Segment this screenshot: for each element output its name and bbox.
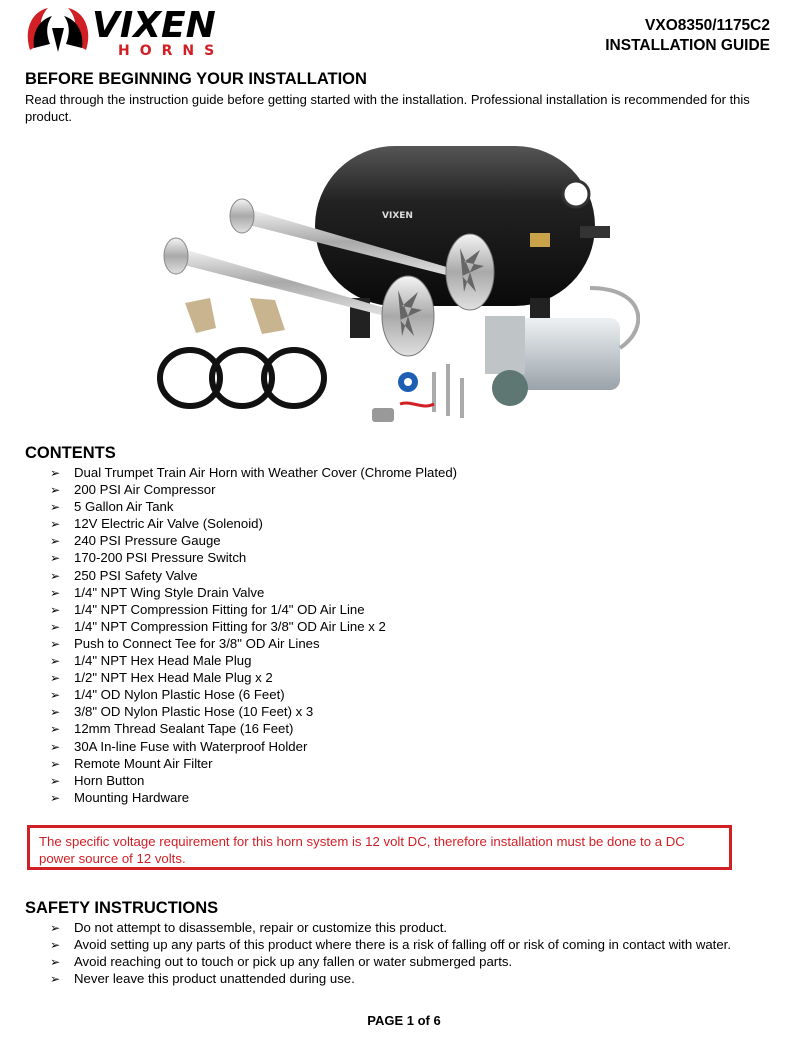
horn-emblem-icon bbox=[28, 8, 89, 52]
list-item bbox=[50, 738, 457, 755]
bullet-arrow-icon: ➢ bbox=[50, 756, 61, 771]
list-item bbox=[50, 936, 731, 953]
document-identifier bbox=[605, 16, 770, 56]
list-item-text: 30A In-line Fuse with Waterproof Holder bbox=[74, 738, 308, 754]
list-item-text: Horn Button bbox=[74, 772, 145, 788]
mounting-brackets bbox=[185, 298, 285, 334]
list-item-text: 1/4" NPT Compression Fitting for 1/4" OD Air Line bbox=[74, 601, 365, 617]
list-item-text: Do not attempt to disassemble, repair or customize this product. bbox=[74, 920, 448, 935]
list-item bbox=[50, 772, 457, 789]
guide-title: INSTALLATION GUIDE bbox=[605, 37, 770, 54]
list-item-text: 1/2" NPT Hex Head Male Plug x 2 bbox=[74, 670, 273, 686]
list-item bbox=[50, 549, 457, 566]
bullet-arrow-icon: ➢ bbox=[50, 739, 61, 754]
list-item-text: 1/4" OD Nylon Plastic Hose (6 Feet) bbox=[74, 687, 285, 703]
list-item-text: Never leave this product unattended during use. bbox=[74, 971, 355, 987]
list-item bbox=[50, 755, 457, 772]
list-item-text: Mounting Hardware bbox=[74, 789, 190, 805]
bullet-arrow-icon: ➢ bbox=[50, 972, 61, 987]
bullet-arrow-icon: ➢ bbox=[50, 500, 61, 515]
voltage-warning-box bbox=[27, 825, 732, 870]
model-number: VXO8350/1175C2 bbox=[645, 17, 770, 34]
list-item bbox=[50, 919, 731, 936]
list-item bbox=[50, 686, 457, 703]
logo-subtext: HORNS bbox=[118, 43, 225, 58]
list-item-text: 170-200 PSI Pressure Switch bbox=[74, 550, 247, 566]
bullet-arrow-icon: ➢ bbox=[50, 551, 61, 566]
list-item bbox=[50, 515, 457, 532]
bullet-arrow-icon: ➢ bbox=[50, 790, 61, 805]
list-item bbox=[50, 720, 457, 737]
list-item-text: 12V Electric Air Valve (Solenoid) bbox=[74, 516, 263, 532]
list-item-text: Avoid reaching out to touch or pick up any fallen or water submerged parts. bbox=[74, 954, 513, 970]
bullet-arrow-icon: ➢ bbox=[50, 466, 61, 480]
list-item-text: Avoid setting up any parts of this product where there is a risk of falling off or risk of coming in contact with water. bbox=[74, 937, 732, 953]
bullet-arrow-icon: ➢ bbox=[50, 602, 61, 617]
bullet-arrow-icon: ➢ bbox=[50, 483, 61, 498]
list-item bbox=[50, 970, 731, 987]
pressure-gauge-icon bbox=[563, 181, 589, 207]
bullet-arrow-icon: ➢ bbox=[50, 938, 61, 953]
contents-list bbox=[50, 464, 457, 806]
list-item-text: 5 Gallon Air Tank bbox=[74, 499, 174, 515]
list-item bbox=[50, 481, 457, 498]
bullet-arrow-icon: ➢ bbox=[50, 534, 61, 549]
bullet-arrow-icon: ➢ bbox=[50, 688, 61, 703]
list-item bbox=[50, 601, 457, 618]
list-item-text: 12mm Thread Sealant Tape (16 Feet) bbox=[74, 721, 294, 737]
tank-label: VIXEN bbox=[382, 211, 413, 221]
list-item-text: 1/4" NPT Hex Head Male Plug bbox=[74, 653, 252, 669]
list-item bbox=[50, 652, 457, 669]
before-heading: BEFORE BEGINNING YOUR INSTALLATION bbox=[25, 70, 367, 88]
list-item-text: 1/4" NPT Wing Style Drain Valve bbox=[74, 584, 265, 600]
bullet-arrow-icon: ➢ bbox=[50, 705, 61, 720]
list-item-text: 200 PSI Air Compressor bbox=[74, 482, 216, 498]
bullet-arrow-icon: ➢ bbox=[50, 517, 61, 532]
list-item bbox=[50, 669, 457, 686]
bullet-arrow-icon: ➢ bbox=[50, 671, 61, 686]
list-item bbox=[50, 567, 457, 584]
list-item bbox=[50, 618, 457, 635]
bullet-arrow-icon: ➢ bbox=[50, 636, 61, 651]
contents-heading: CONTENTS bbox=[25, 444, 116, 462]
vixen-horns-logo bbox=[26, 2, 238, 58]
list-item bbox=[50, 498, 457, 515]
list-item-text: 3/8" OD Nylon Plastic Hose (10 Feet) x 3 bbox=[74, 704, 314, 720]
safety-heading: SAFETY INSTRUCTIONS bbox=[25, 899, 219, 917]
list-item-text: 250 PSI Safety Valve bbox=[74, 567, 198, 583]
product-photo bbox=[150, 138, 640, 438]
voltage-warning-text: The specific voltage requirement for this horn system is 12 volt DC, therefore installation must be done to a DC power source of 12 volts. bbox=[39, 834, 685, 866]
list-item-text: Push to Connect Tee for 3/8" OD Air Lines bbox=[74, 635, 320, 651]
small-fittings bbox=[372, 364, 464, 422]
list-item bbox=[50, 789, 457, 806]
bullet-arrow-icon: ➢ bbox=[50, 654, 61, 669]
list-item bbox=[50, 532, 457, 549]
logo-wordmark: VIXEN bbox=[92, 5, 216, 46]
list-item-text: 1/4" NPT Compression Fitting for 3/8" OD Air Line x 2 bbox=[74, 618, 386, 634]
list-item bbox=[50, 635, 457, 652]
bullet-arrow-icon: ➢ bbox=[50, 921, 61, 935]
list-item bbox=[50, 464, 457, 481]
safety-list bbox=[50, 919, 731, 987]
bullet-arrow-icon: ➢ bbox=[50, 619, 61, 634]
before-text: Read through the instruction guide before getting started with the installation. Professional installation is recommended for this product. bbox=[25, 92, 750, 124]
list-item-text: 240 PSI Pressure Gauge bbox=[74, 533, 221, 549]
list-item-text: Dual Trumpet Train Air Horn with Weather Cover (Chrome Plated) bbox=[74, 465, 458, 480]
list-item-text: Remote Mount Air Filter bbox=[74, 755, 213, 771]
bullet-arrow-icon: ➢ bbox=[50, 585, 61, 600]
bullet-arrow-icon: ➢ bbox=[50, 955, 61, 970]
list-item bbox=[50, 953, 731, 970]
bullet-arrow-icon: ➢ bbox=[50, 773, 61, 788]
bullet-arrow-icon: ➢ bbox=[50, 568, 61, 583]
list-item bbox=[50, 703, 457, 720]
page-number: PAGE 1 of 6 bbox=[367, 1013, 441, 1028]
air-hose-coils bbox=[160, 350, 324, 406]
list-item bbox=[50, 584, 457, 601]
bullet-arrow-icon: ➢ bbox=[50, 722, 61, 737]
